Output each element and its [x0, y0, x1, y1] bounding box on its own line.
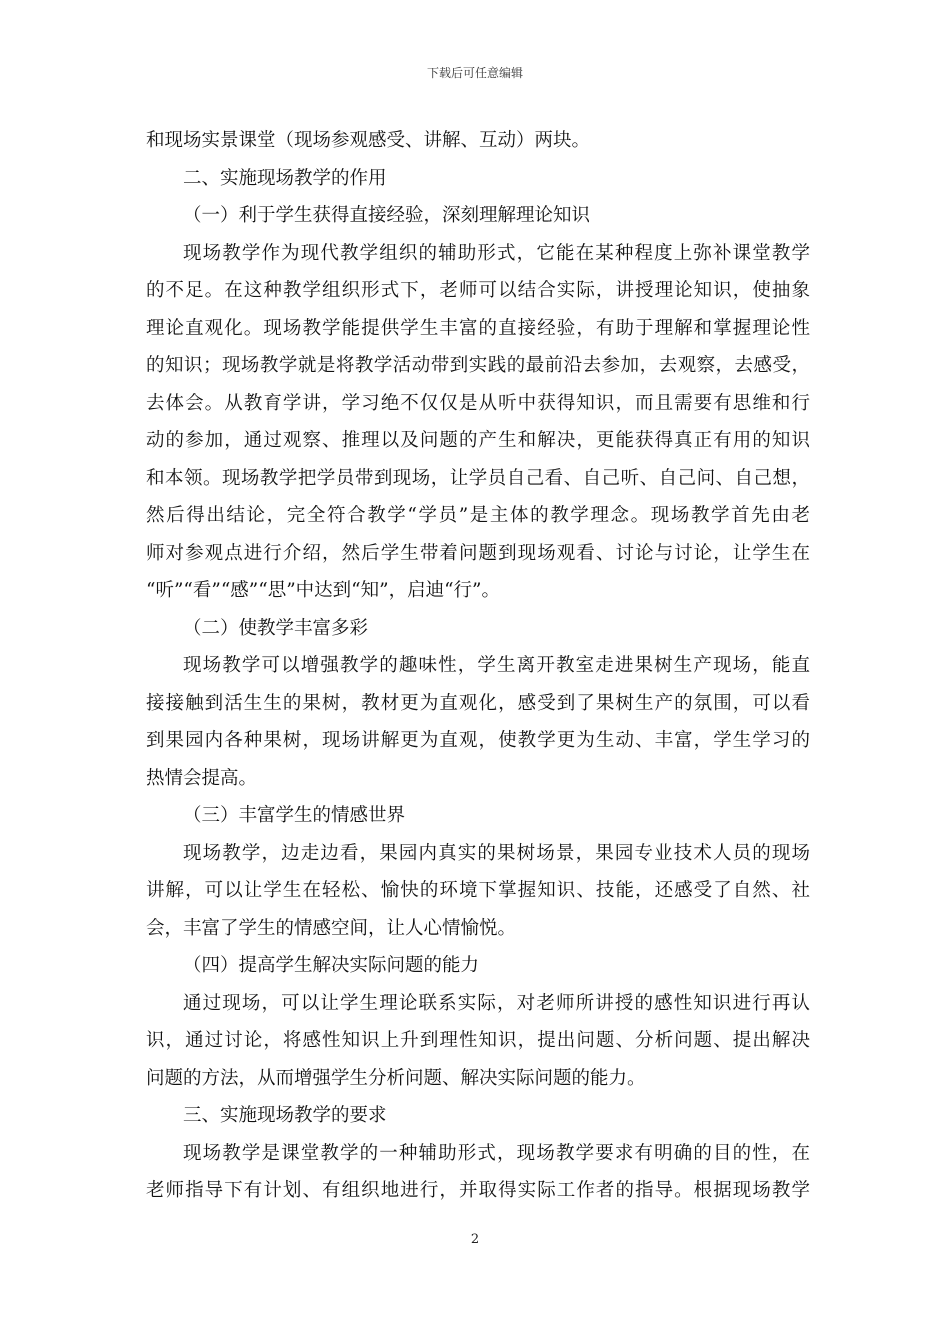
text-line: 会，丰富了学生的情感空间，让人心情愉悦。 [146, 917, 517, 939]
text-line: 的知识；现场教学就是将教学活动带到实践的最前沿去参加，去观察，去感受， [146, 355, 810, 376]
text-line: 接接触到活生生的果树，教材更为直观化，感受到了果树生产的氛围，可以看 [146, 692, 810, 714]
text-line: 三、实施现场教学的要求 [183, 1105, 387, 1126]
text-line: 讲解，可以让学生在轻松、愉快的环境下掌握知识、技能，还感受了自然、社 [146, 880, 810, 901]
page-header: 下载后可任意编辑 [426, 66, 523, 80]
text-line: 通过现场，可以让学生理论联系实际，对老师所讲授的感性知识进行再认 [183, 992, 810, 1014]
text-line: 现场教学，边走边看，果园内真实的果树场景，果园专业技术人员的现场 [183, 842, 810, 864]
text-line: 到果园内各种果树，现场讲解更为直观，使教学更为生动、丰富，学生学习的 [146, 730, 810, 751]
text-line: 和现场实景课堂（现场参观感受、讲解、互动）两块。 [146, 130, 591, 151]
text-line: 去体会。从教育学讲，学习绝不仅仅是从听中获得知识，而且需要有思维和行 [146, 392, 810, 414]
text-line: 现场教学作为现代教学组织的辅助形式，它能在某种程度上弥补课堂教学 [183, 242, 810, 264]
text-line: （二）使教学丰富多彩 [183, 617, 369, 639]
text-line: （四）提高学生解决实际问题的能力 [183, 955, 480, 976]
text-line: 现场教学可以增强教学的趣味性，学生离开教室走进果树生产现场，能直 [183, 655, 810, 676]
text-line: 和本领。现场教学把学员带到现场，让学员自己看、自己听、自己问、自己想， [146, 467, 810, 489]
document-body [146, 122, 810, 1210]
text-line: 然后得出结论，完全符合教学“学员”是主体的教学理念。现场教学首先由老 [146, 505, 810, 526]
text-line: （一）利于学生获得直接经验，深刻理解理论知识 [183, 205, 591, 226]
text-line: 理论直观化。现场教学能提供学生丰富的直接经验，有助于理解和掌握理论性 [146, 317, 810, 339]
text-line: 老师指导下有计划、有组织地进行，并取得实际工作者的指导。根据现场教学 [146, 1180, 810, 1201]
text-line: 二、实施现场教学的作用 [183, 167, 387, 189]
text-line: 动的参加，通过观察、推理以及问题的产生和解决，更能获得真正有用的知识 [146, 430, 810, 451]
page-number: 2 [470, 1232, 480, 1247]
text-line: 识，通过讨论，将感性知识上升到理性知识，提出问题、分析问题、提出解决 [146, 1030, 810, 1051]
text-line: 现场教学是课堂教学的一种辅助形式，现场教学要求有明确的目的性，在 [183, 1142, 810, 1164]
text-line: 师对参观点进行介绍，然后学生带着问题到现场观看、讨论与讨论，让学生在 [146, 542, 810, 564]
text-line: 的不足。在这种教学组织形式下，老师可以结合实际，讲授理论知识，使抽象 [146, 280, 810, 301]
text-line: 问题的方法，从而增强学生分析问题、解决实际问题的能力。 [146, 1067, 646, 1089]
text-line: 热情会提高。 [146, 767, 258, 789]
text-line: “听”“看”“感”“思”中达到“知”，启迪“行”。 [146, 580, 500, 601]
text-line: （三）丰富学生的情感世界 [183, 805, 406, 826]
